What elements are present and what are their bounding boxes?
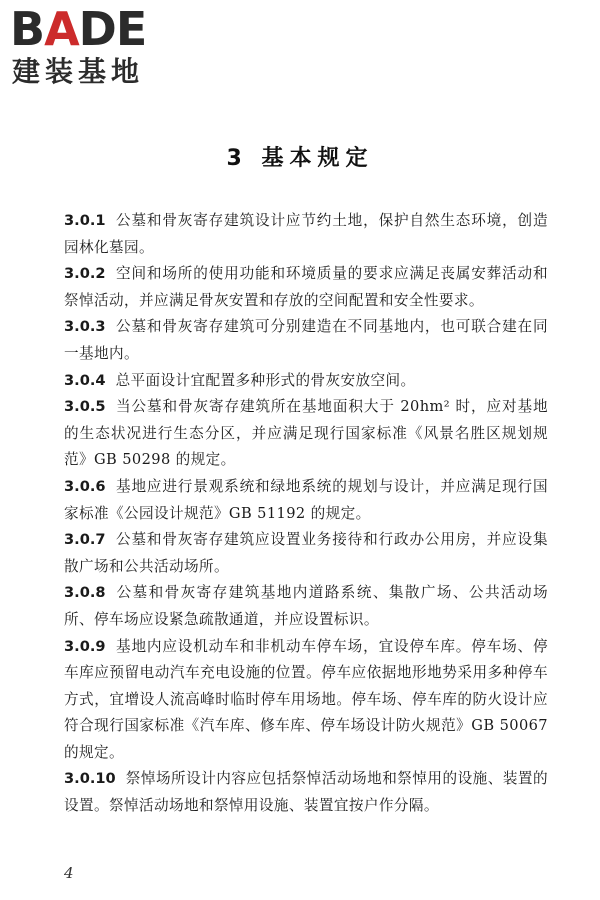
clause-3-0-2 xyxy=(64,261,548,314)
clause-number: 3.0.7 xyxy=(64,531,106,549)
clause-3-0-7 xyxy=(64,527,548,580)
clause-number: 3.0.3 xyxy=(64,318,106,336)
clause-number: 3.0.6 xyxy=(64,477,106,495)
clause-3-0-4 xyxy=(64,368,548,395)
clause-text: 基地内应设机动车和非机动车停车场，宜设停车库。停车场、停车库应预留电动汽车充电设施的位置。停车应依据地形地势采用多种停车方式，宜增设人流高峰时临时停车用场地。停车场、停车库的防火设计应符合现行国家标准《汽车库、修车库、停车场设计防火规范》GB 50067 的规定。 xyxy=(64,637,548,761)
brand-logo xyxy=(10,4,180,90)
clause-3-0-9 xyxy=(64,634,548,767)
clause-3-0-8 xyxy=(64,580,548,633)
clause-number: 3.0.1 xyxy=(64,212,106,229)
clause-list xyxy=(64,208,548,820)
logo-wordmark: BADE xyxy=(10,2,147,56)
clause-3-0-6 xyxy=(64,474,548,527)
clause-3-0-10 xyxy=(64,766,548,819)
clause-text: 公墓和骨灰寄存建筑可分别建造在不同基地内，也可联合建在同一基地内。 xyxy=(64,318,548,362)
logo-subtitle: 建装基地 xyxy=(12,55,145,88)
clause-number: 3.0.5 xyxy=(64,398,106,416)
clause-text: 公墓和骨灰寄存建筑设计应节约土地，保护自然生态环境，创造园林化墓园。 xyxy=(64,212,548,256)
clause-number: 3.0.2 xyxy=(64,265,106,283)
clause-3-0-1 xyxy=(64,208,548,261)
clause-text: 祭悼场所设计内容应包括祭悼活动场地和祭悼用的设施、装置的设置。祭悼活动场地和祭悼用设施、装置宜按户作分隔。 xyxy=(64,770,548,815)
clause-text: 基地应进行景观系统和绿地系统的规划与设计，并应满足现行国家标准《公园设计规范》GB 51192 的规定。 xyxy=(64,477,548,522)
clause-text: 当公墓和骨灰寄存建筑所在基地面积大于 20hm² 时，应对基地的生态状况进行生态分区，并应满足现行国家标准《风景名胜区规划规范》GB 50298 的规定。 xyxy=(64,398,548,469)
clause-text: 总平面设计宜配置多种形式的骨灰安放空间。 xyxy=(115,371,416,389)
clause-3-0-5 xyxy=(64,394,548,474)
clause-number: 3.0.9 xyxy=(64,637,106,655)
clause-3-0-3 xyxy=(64,314,548,367)
clause-number: 3.0.4 xyxy=(64,371,106,389)
clause-text: 公墓和骨灰寄存建筑应设置业务接待和行政办公用房，并应设集散广场和公共活动场所。 xyxy=(64,531,548,575)
clause-text: 公墓和骨灰寄存建筑基地内道路系统、集散广场、公共活动场所、停车场应设紧急疏散通道，并应设置标识。 xyxy=(64,584,548,628)
page-number: 4 xyxy=(64,864,74,882)
chapter-title: 3 基本规定 xyxy=(226,146,374,171)
clause-number: 3.0.10 xyxy=(64,770,116,788)
clause-text: 空间和场所的使用功能和环境质量的要求应满足丧属安葬活动和祭悼活动，并应满足骨灰安置和存放的空间配置和安全性要求。 xyxy=(64,265,548,309)
clause-number: 3.0.8 xyxy=(64,584,106,602)
